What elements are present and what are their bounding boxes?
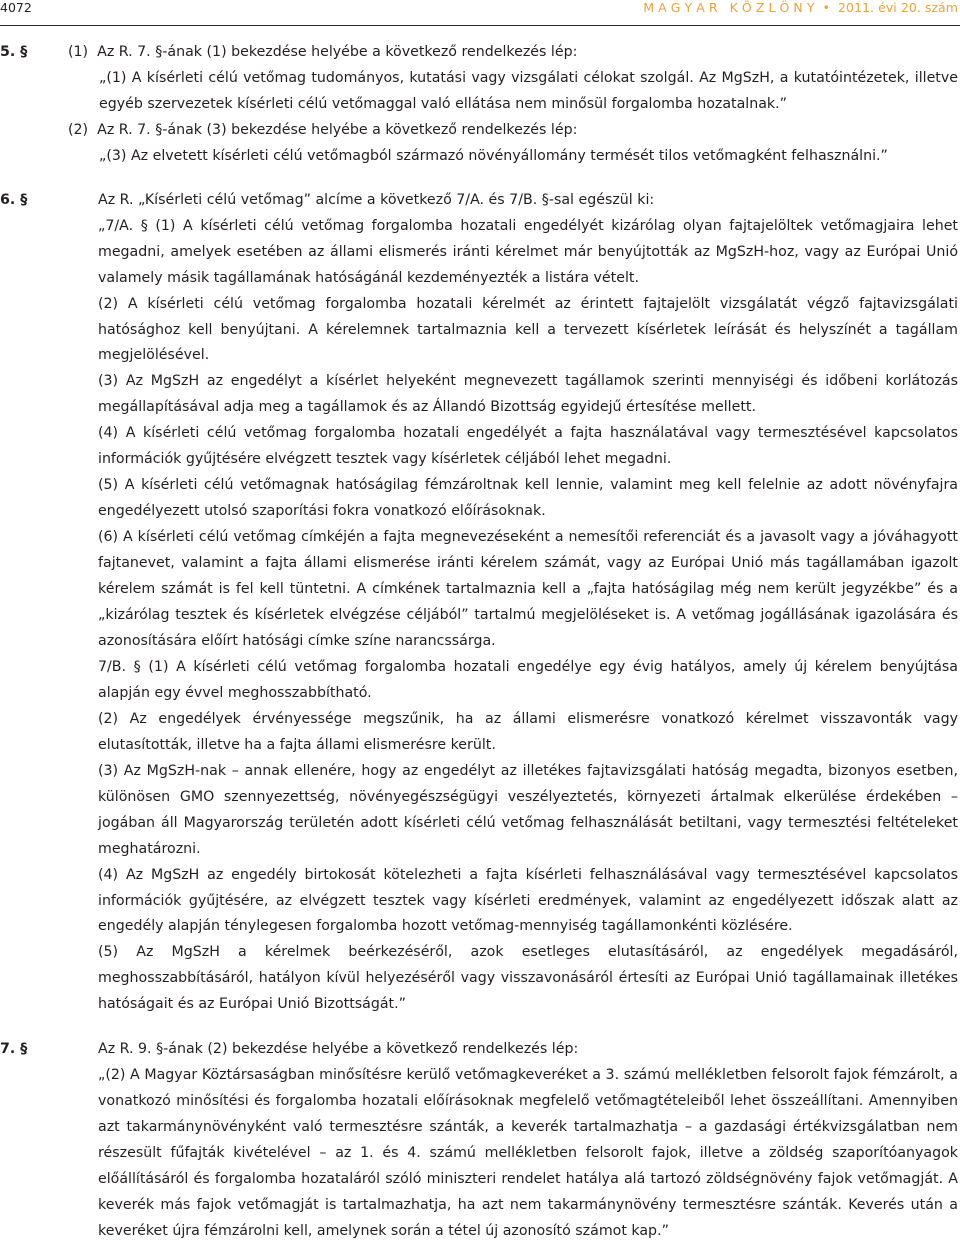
section-5	[0, 40, 958, 170]
header-rule	[0, 25, 960, 26]
section-7	[0, 1037, 958, 1245]
section-intro: Az R. 9. §-ának (2) bekezdése helyébe a következő rendelkezés lép:	[98, 1041, 579, 1058]
section-number: 5. §	[0, 44, 28, 60]
paragraph: „7/A. § (1) A kísérleti célú vetőmag forgalomba hozatali engedélyét kizárólag olyan fajtajelöltek vetőmagjaira lehet megadni, amelyek esetében az állami elismerés iránti kérelmet már benyújtották az MgSzH-hoz, vagy az Európai Unió valamely másik tagállamának hatóságánál kezdeményezték a listára vételt.	[98, 217, 958, 286]
paragraph: 7/B. § (1) A kísérleti célú vetőmag forgalomba hozatali engedélye egy évig hatályos, amely új kérelem benyújtása alapján egy évvel meghosszabbítható.	[98, 658, 958, 701]
paragraph: (1) Az R. 7. §-ának (1) bekezdése helyébe a következő rendelkezés lép:	[68, 44, 578, 60]
paragraph: (6) A kísérleti célú vetőmag címkéjén a fajta megnevezéseként a nemesítői referenciát és a javasolt vagy a jóváhagyott fajtanevet, valamint a fajta állami elismerése iránti kérelem számát, vagy az Európai Unió más tagállamában igazolt kérelem számát is fel kell tüntetni. A címkének tartalmaznia kell a „fajta hatóságilag még nem került jegyzékbe” és a „kizárólag tesztek és kísérletek elvégzése céljából” tartalmú megjelöléseket is. A vetőmag jogállásának igazolására és azonosítására előírt hatósági címke színe narancssárga.	[98, 529, 958, 649]
paragraph: „(2) A Magyar Köztársaságban minősítésre kerülő vetőmagkeveréket a 3. számú mellékletben felsorolt fajok fémzárolt, a vonatkozó minősítési és forgalomba hozatali előírásoknak megfelelő vetőmagtételeiből lehet összeállítani. Amennyiben azt takarmánynövényként való termesztésre szánták, a keverék tartalmazhatja – a gazdasági értékvizsgálatban nem részesült fűfajták kivételével – az 1. és 4. számú mellékletben felsorolt fajok, illetve a zöldség szaporítóanyagok előállításáról és forgalomba hozataláról szóló miniszteri rendelet hatálya alá tartozó zöldségnövény fajok vetőmagját. A keverék más fajok vetőmagját is tartalmazhatja, ha azt nem takarmánynövény termesztésre szánták. Keverés után a keveréket újra fémzárolni kell, amelynek során a tétel új azonosító számot kap.”	[98, 1067, 958, 1239]
paragraph: (5) Az MgSzH a kérelmek beérkezéséről, azok esetleges elutasításáról, az engedélyek megadásáról, meghosszabbításáról, hatályon kívül helyezéséről vagy visszavonásáról értesíti az Európai Unió tagállamainak illetékes hatóságait és az Európai Unió Bizottságát.”	[98, 944, 958, 1013]
section-intro: Az R. „Kísérleti célú vetőmag” alcíme a következő 7/A. és 7/B. §-sal egészül ki:	[98, 191, 655, 208]
paragraph: (4) A kísérleti célú vetőmag forgalomba hozatali engedélyét a fajta használatával vagy termesztésével kapcsolatos információk gyűjtésére elvégzett tesztek vagy kísérletek céljából lehet megadni.	[98, 425, 958, 468]
paragraph: (3) Az MgSzH az engedélyt a kísérlet helyeként megnevezett tagállamok szerinti mennyiségi és időbeni korlátozás megállapításával adja meg a tagállamok és az Állandó Bizottság egyidejű értesítése mellett.	[98, 373, 958, 416]
paragraph: (5) A kísérleti célú vetőmagnak hatóságilag fémzároltnak kell lennie, valamint meg kell felelnie az adott növényfajra engedélyezett utolsó szaporítási fokra vonatkozó előírásoknak.	[98, 477, 958, 520]
paragraph: „(1) A kísérleti célú vetőmag tudományos, kutatási vagy vizsgálati célokat szolgál. Az MgSzH, a kutatóintézetek, illetve egyéb szervezetek kísérleti célú vetőmaggal való ellátása nem minősül forgalomba hozatalnak.”	[99, 69, 958, 112]
page-header	[0, 0, 958, 19]
section-6	[0, 188, 958, 1019]
document-body	[0, 40, 958, 1245]
section-number: 6. §	[0, 191, 28, 208]
page-number: 4072	[0, 0, 32, 15]
section-number: 7. §	[0, 1041, 28, 1058]
paragraph: (4) Az MgSzH az engedély birtokosát kötelezheti a fajta kísérleti felhasználásával vagy termesztésével kapcsolatos információk gyűjtésére, az elvégzett tesztek vagy kísérleti eredmények, valamint az engedélyezett időszak alatt az engedély alapján ténylegesen forgalomba hozott vetőmag-mennyiség tagállamonkénti közlésére.	[98, 866, 958, 935]
paragraph: (2) A kísérleti célú vetőmag forgalomba hozatali kérelmét az érintett fajtajelölt vizsgálatát végző fajtavizsgálati hatósághoz kell benyújtani. A kérelemnek tartalmaznia kell a tervezett kísérletek leírását és helyszínét a tagállam megjelölésével.	[98, 295, 958, 364]
paragraph: (2) Az R. 7. §-ának (3) bekezdése helyébe a következő rendelkezés lép:	[68, 121, 578, 138]
publication-title: M A G Y A R K Ö Z L Ö N Y • 2011. évi 20. szám	[643, 0, 958, 15]
paragraph: (2) Az engedélyek érvényessége megszűnik, ha az állami elismerésre vonatkozó kérelmet visszavonták vagy elutasították, illetve ha a fajta állami elismerésre került.	[98, 710, 958, 753]
paragraph: „(3) Az elvetett kísérleti célú vetőmagból származó növényállomány termését tilos vetőmagként felhasználni.”	[99, 147, 888, 164]
paragraph: (3) Az MgSzH-nak – annak ellenére, hogy az engedélyt az illetékes fajtavizsgálati hatóság megadta, bizonyos esetben, különösen GMO szennyezettség, növényegészségügyi veszélyeztetés, környezeti ártalmak elkerülése érdekében – jogában áll Magyarország területén adott kísérleti célú vetőmag felhasználását betiltani, vagy termesztési feltételeket meghatározni.	[98, 762, 958, 857]
